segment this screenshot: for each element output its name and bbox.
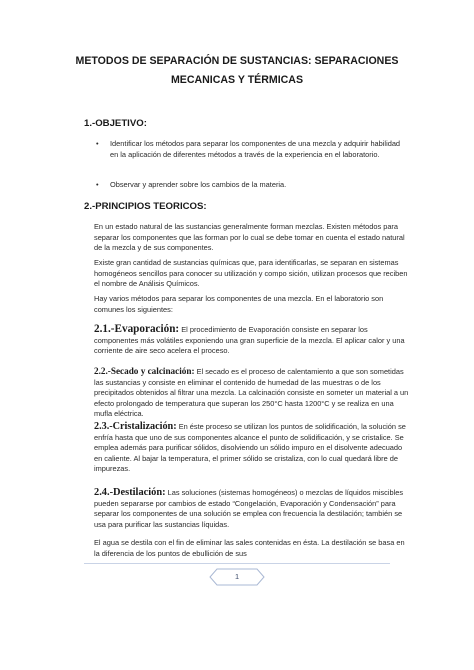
bullet-dot-icon: • [96, 180, 99, 189]
section-evaporacion [94, 324, 410, 357]
secado-text: El secado es el proceso de calentamiento a que son sometidas las sustancias y consiste en eliminar el contenido de humedad de las muestras o de los precipitados obtenidos al filtrar una mezcla. La calcinación consiste en someter un material a un efecto prolongado de temperatura que superan los 250°C hasta 1200°C y se realiza en una mufla eléctrica. [94, 367, 409, 419]
page-number-badge [209, 568, 265, 586]
heading-evaporacion: 2.1.-Evaporación: [94, 323, 180, 335]
objetivo-bullet-2-text: Observar y aprender sobre los cambios de la materia. [110, 180, 287, 189]
title-line-1: METODOS DE SEPARACIÓN DE SUSTANCIAS: SEPARACIONES [75, 55, 399, 67]
objetivo-bullet-2 [96, 180, 406, 191]
heading-objetivo: 1.-OBJETIVO: [84, 118, 147, 129]
heading-cristalizacion: 2.3.-Cristalización: [94, 421, 177, 432]
destilacion-text: Las soluciones (sistemas homogéneos) o mezclas de líquidos miscibles pueden separarse por cambios de estado “Congelación, Evaporación y Condensación” para separar los componentes de una solución se emplea con frecuencia la destilación; también se usa para purificar las sustancias líquidas. [94, 488, 404, 529]
objetivo-bullet-1 [96, 139, 406, 160]
page-number: 1 [234, 572, 240, 581]
cristalizacion-text: En éste proceso se utilizan los puntos de solidificación, la solución se enfría hasta que uno de sus componentes alcance el punto de solidificación, y se cristalice. Se emplea además para purificar sólidos, disolviendo un sólido impuro en el disolvente adecuado en caliente. Al bajar la temperatura, el primer sólido se cristaliza, con lo cual quedará libre de impurezas. [94, 422, 406, 474]
principios-paragraph-2: Existe gran cantidad de sustancias químicas que, para identificarlas, se separan en sistemas homogéneos sencillos para conocer su utilización y compo sición, utilizan procesos que reciben el nombre de Análisis Químicos. [94, 258, 408, 289]
heading-destilacion: 2.4.-Destilación: [94, 487, 166, 498]
destilacion-paragraph-2: El agua se destila con el fin de eliminar las sales contenidas en ésta. La destilación se basa en la diferencia de los puntos de ebullición de sus [94, 538, 405, 558]
principios-paragraph-3: Hay varios métodos para separar los componentes de una mezcla. En el laboratorio son comunes los siguientes: [94, 294, 384, 314]
evaporacion-text: El procedimiento de Evaporación consiste en separar los componentes más volátiles exponiendo una gran superficie de la mezcla. El aplicar calor y una corriente de aire seco acelera el proceso. [94, 325, 405, 356]
principios-paragraph-1: En un estado natural de las sustancias generalmente forman mezclas. Existen métodos para separar los componentes que las forman por lo cual se debe tomar en cuenta el estado natural de la mezcla y de sus componentes. [94, 222, 405, 253]
section-destilacion [94, 488, 410, 530]
section-cristalizacion [94, 422, 410, 475]
heading-principios: 2.-PRINCIPIOS TEORICOS: [84, 201, 207, 212]
bullet-dot-icon: • [96, 139, 99, 148]
title-line-2: MECANICAS Y TÉRMICAS [170, 74, 304, 86]
heading-secado: 2.2.-Secado y calcinación: [94, 366, 195, 376]
objetivo-bullet-1-text: Identificar los métodos para separar los componentes de una mezcla y adquirir habilidad en la aplicación de diferentes métodos a través de la experiencia en el laboratorio. [110, 139, 401, 159]
document-title [60, 52, 414, 90]
footer-divider [84, 563, 390, 564]
section-secado [94, 366, 410, 420]
